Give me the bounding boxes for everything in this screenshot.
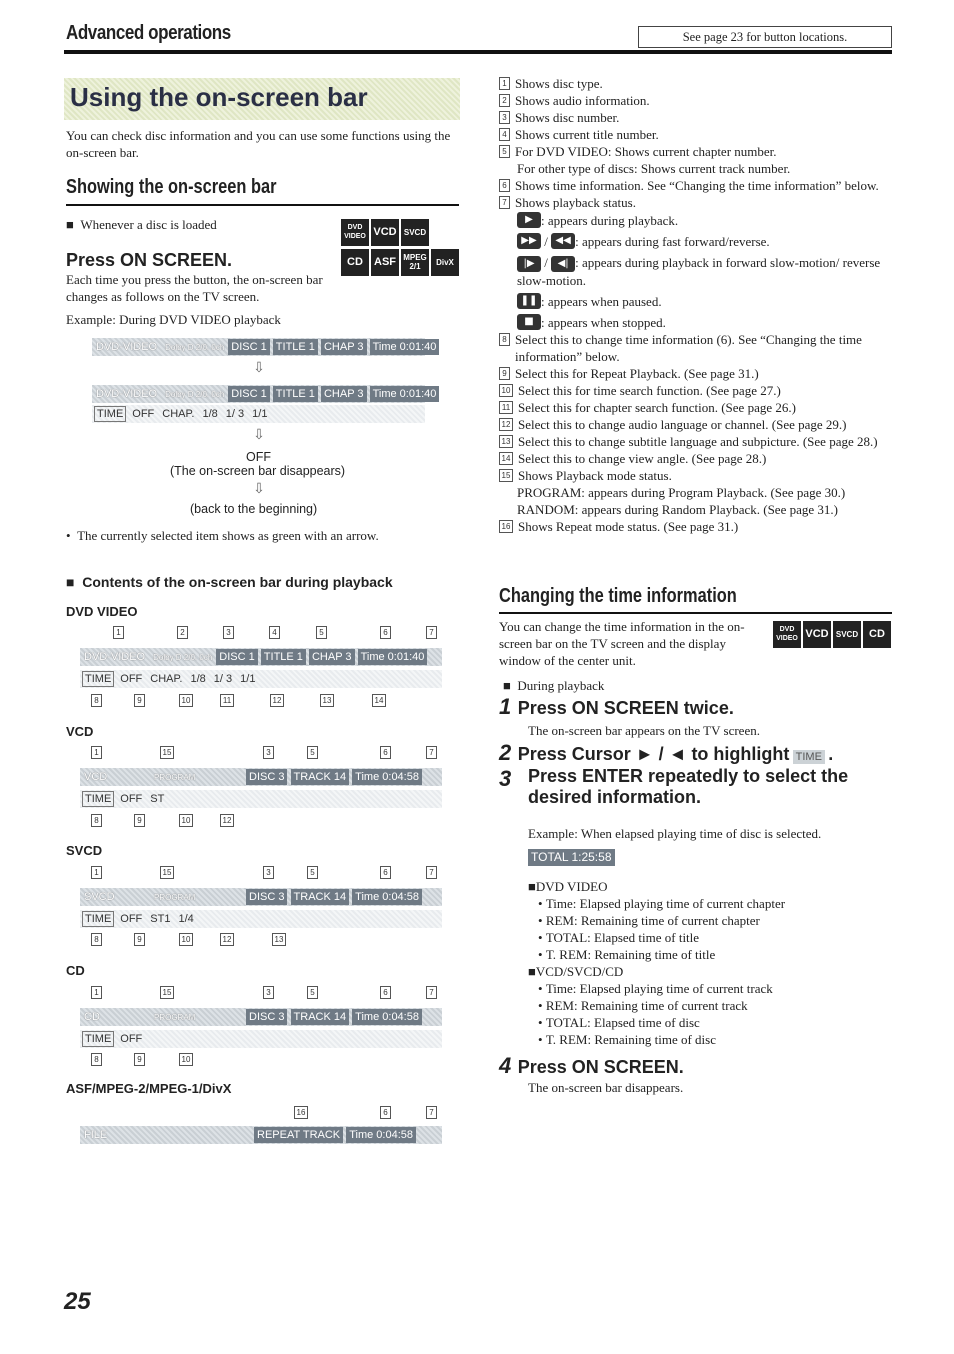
item-number: 14 [499, 452, 513, 465]
off-note: (The on-screen bar disappears) [170, 464, 346, 478]
during-playback-bullet: ■ During playback [503, 678, 605, 693]
bar-repeat: OFF [120, 793, 143, 805]
step-3-heading: Press ENTER repeatedly to select the desired information. [528, 766, 849, 807]
callout-3: 3 [263, 866, 274, 879]
item-text: Shows disc number. [515, 110, 620, 125]
bar-subtitle: 1/ 3 [213, 673, 233, 685]
bar-disc: DISC 1 [228, 386, 269, 402]
bar-time: Time 0:01:40 [370, 386, 440, 402]
list-item-text: REM: Remaining time of current track [545, 998, 748, 1013]
step-1-desc: The on-screen bar appears on the TV screen. [528, 723, 760, 738]
callout-8: 8 [91, 694, 102, 707]
divx-disc-icon: DivX [431, 249, 459, 276]
svcd-bottom-numbers [80, 933, 440, 949]
callout-8: 8 [91, 1053, 102, 1066]
list-item [499, 518, 891, 535]
step-number: 4 [499, 1053, 512, 1078]
callout-5: 5 [307, 866, 318, 879]
callout-15: 15 [160, 866, 174, 879]
vcd-bottom-numbers [80, 814, 440, 830]
list-item: • REM: Remaining time of current chapter [538, 913, 760, 928]
callout-8: 8 [91, 933, 102, 946]
bar-repeat: OFF [120, 913, 143, 925]
callout-7: 7 [426, 866, 437, 879]
bar-disc: DISC 3 [246, 1009, 287, 1025]
selected-note-text: The currently selected item shows as green with an arrow. [77, 528, 379, 543]
bar-program: PROGRAM [154, 1013, 196, 1022]
asf-label: ASF/MPEG-2/MPEG-1/DivX [66, 1081, 232, 1096]
item-text: Shows playback status. [515, 195, 636, 210]
list-item [499, 484, 891, 501]
bar-angle: 1/1 [252, 408, 268, 420]
example-bar-2-row2 [92, 405, 425, 423]
bar-angle: 1/1 [240, 673, 256, 685]
bar-disc-type: VCD [84, 771, 108, 783]
item-text: Select this to change view angle. (See page 28.) [518, 451, 767, 467]
bar-repeat: OFF [132, 408, 155, 420]
item-text: Shows audio information. [515, 93, 650, 108]
showing-heading: Showing the on-screen bar [66, 176, 277, 198]
dvd-top-numbers [80, 626, 440, 642]
dvd-video-disc-icon: DVD VIDEO [773, 621, 801, 648]
section-title: Advanced operations [66, 22, 231, 44]
callout-3: 3 [263, 986, 274, 999]
callout-7: 7 [426, 746, 437, 759]
callout-1: 1 [113, 626, 124, 639]
status-text: : appears during playback. [541, 213, 679, 228]
callout-10: 10 [179, 694, 193, 707]
bar-chapter: CHAP 3 [309, 649, 355, 665]
list-item: • T. REM: Remaining time of disc [538, 1032, 716, 1047]
item-number: 16 [499, 520, 513, 533]
list-item [499, 467, 891, 484]
step-1-heading: Press ON SCREEN twice. [517, 698, 734, 718]
callout-6: 6 [380, 986, 391, 999]
item-text: Select this to change subtitle language and subpicture. (See page 28.) [518, 434, 878, 450]
showing-rule [66, 204, 459, 206]
bar-audio: Dolby D 2/0. 0ch [165, 343, 225, 352]
vcd-label: VCD [66, 724, 94, 739]
play-icon: ▶ [517, 212, 541, 228]
item-number: 10 [499, 384, 513, 397]
off-label: OFF [246, 450, 271, 464]
press-onscreen-heading: Press ON SCREEN. [66, 250, 233, 270]
list-item [499, 416, 891, 433]
list-item [499, 177, 891, 194]
callout-5: 5 [316, 626, 327, 639]
callout-13: 13 [320, 694, 334, 707]
dvd-bar-row1 [80, 648, 442, 666]
example-bar-1 [92, 338, 437, 356]
svcd-bar-row1 [80, 888, 442, 906]
step-2: 2 Press Cursor ► / ◄ to highlight TIME . [499, 740, 834, 765]
callout-10: 10 [179, 1053, 193, 1066]
step-1 [499, 694, 734, 720]
item-text: Shows Repeat mode status. (See page 31.) [518, 519, 739, 535]
bar-time-button: TIME [94, 406, 126, 422]
bar-chapter-search: CHAP. [150, 673, 183, 685]
example-bar-2 [92, 385, 437, 403]
step-4 [499, 1053, 684, 1079]
item-number: 12 [499, 418, 513, 431]
callout-4: 4 [269, 626, 280, 639]
callout-1: 1 [91, 866, 102, 879]
file-top-numbers [80, 1106, 440, 1122]
intro-text: You can check disc information and you can use some functions using the on-screen bar. [66, 128, 451, 160]
bar-track: TRACK 14 [291, 889, 350, 905]
callout-10: 10 [179, 814, 193, 827]
bar-audio: Dolby D 2/0. 0ch [165, 390, 225, 399]
list-item-text: TOTAL: Elapsed time of title [545, 930, 700, 945]
list-item: • REM: Remaining time of current track [538, 998, 748, 1013]
cd-bar-row2 [80, 1030, 442, 1048]
contents-heading: ■ Contents of the on-screen bar during playback [66, 574, 393, 590]
header-rule [64, 50, 892, 54]
bar-disc-type: DVD-VIDEO [96, 341, 158, 353]
loaded-bullet-text: Whenever a disc is loaded [80, 217, 217, 232]
callout-8: 8 [91, 814, 102, 827]
dvd-video-disc-icon: DVD VIDEO [341, 219, 369, 246]
bar-time: Time 0:01:40 [370, 339, 440, 355]
item-number: 1 [499, 77, 510, 90]
asf-disc-icon: ASF [371, 249, 399, 276]
bar-time: Time 0:04:58 [352, 889, 422, 905]
press-desc: Each time you press the button, the on-screen bar changes as follows on the TV screen. [66, 272, 323, 304]
bar-title: TITLE 1 [273, 386, 318, 402]
callout-9: 9 [134, 694, 145, 707]
vcd-top-numbers [80, 746, 440, 762]
cd-disc-icon: CD [863, 621, 891, 648]
bar-audio-lang: ST [150, 793, 165, 805]
callout-6: 6 [380, 626, 391, 639]
callout-1: 1 [91, 746, 102, 759]
item-text: PROGRAM: appears during Program Playback. (See page 30.) [517, 485, 846, 501]
callout-6: 6 [380, 866, 391, 879]
item-text: Select this to change time information (6). See “Changing the time information” below. [515, 332, 862, 365]
bar-disc-type: DVD-VIDEO [96, 388, 158, 400]
bar-title: TITLE 1 [273, 339, 318, 355]
dvd-bar-row2 [80, 670, 442, 688]
down-arrow-icon: ⇩ [253, 428, 265, 443]
callout-14: 14 [372, 694, 386, 707]
step-number: 2 [499, 740, 512, 765]
bar-title: TITLE 1 [261, 649, 306, 665]
list-item [499, 143, 891, 160]
callout-10: 10 [179, 933, 193, 946]
list-item: • Time: Elapsed playing time of current track [538, 981, 773, 996]
item-number: 5 [499, 145, 510, 158]
item-text: Shows disc type. [515, 76, 603, 91]
status-line [499, 293, 891, 310]
list-item-text: Time: Elapsed playing time of current chapter [545, 896, 786, 911]
callout-9: 9 [134, 1053, 145, 1066]
item-number: 2 [499, 94, 510, 107]
bar-time-button: TIME [82, 911, 114, 927]
banner [64, 78, 460, 120]
list-item [499, 501, 891, 518]
fast-reverse-icon: ◀◀ [551, 233, 575, 249]
callout-12: 12 [270, 694, 284, 707]
item-number: 6 [499, 179, 510, 192]
mpeg-disc-icon: MPEG 2/1 [401, 249, 429, 276]
item-text: Shows current title number. [515, 127, 659, 142]
svcd-label: SVCD [66, 843, 103, 858]
changing-desc: You can change the time information in the on-screen bar on the TV screen and the display window of the center unit. [499, 619, 745, 668]
loaded-bullet: ■ Whenever a disc is loaded [66, 217, 217, 232]
item-text: Shows time information. See “Changing the time information” below. [515, 178, 879, 193]
item-number: 7 [499, 196, 510, 209]
bar-program: PROGRAM [154, 773, 196, 782]
bar-audio-lang: 1/8 [202, 408, 218, 420]
bar-track: TRACK 14 [291, 769, 350, 785]
vcd-bar-row1 [80, 768, 442, 786]
fast-forward-icon: ▶▶ [517, 233, 541, 249]
dvd-time-list [528, 878, 888, 1048]
list-item [499, 450, 891, 467]
step-number: 3 [499, 766, 512, 791]
bar-time-button: TIME [82, 791, 114, 807]
bar-repeat-mode: REPEAT TRACK [254, 1127, 343, 1143]
example-text: Example: During DVD VIDEO playback [66, 312, 281, 327]
banner-title: Using the on-screen bar [70, 82, 368, 112]
back-note: (back to the beginning) [190, 502, 318, 516]
item-number: 3 [499, 111, 510, 124]
down-arrow-icon: ⇩ [253, 482, 265, 497]
list-item [499, 126, 891, 143]
cd-bar-row1 [80, 1008, 442, 1026]
bar-chapter: CHAP 3 [321, 386, 367, 402]
bar-subtitle: 1/ 3 [225, 408, 245, 420]
list-item: • TOTAL: Elapsed time of disc [538, 1015, 700, 1030]
item-number: 8 [499, 333, 510, 346]
list-item [499, 365, 891, 382]
list-item: • Time: Elapsed playing time of current chapter [538, 896, 786, 911]
list-item [499, 382, 891, 399]
callout-7: 7 [426, 986, 437, 999]
page-reference-box: See page 23 for button locations. [638, 26, 892, 48]
bar-audio-lang: ST1 [150, 913, 171, 925]
callout-3: 3 [263, 746, 274, 759]
callout-15: 15 [160, 986, 174, 999]
callout-9: 9 [134, 814, 145, 827]
slow-forward-icon: |▶ [517, 256, 541, 272]
cd-disc-icon: CD [341, 249, 369, 276]
callout-2: 2 [177, 626, 188, 639]
changing-heading: Changing the time information [499, 585, 737, 607]
bar-program: PROGRAM [154, 893, 196, 902]
bar-track: TRACK 14 [291, 1009, 350, 1025]
bar-audio-lang: 1/8 [190, 673, 206, 685]
dvd-video-label: DVD VIDEO [66, 604, 138, 619]
status-line: |▶ / ◀| : appears during playback in forward slow-motion/ reverse slow-motion. [517, 255, 881, 289]
list-item [499, 109, 891, 126]
callout-9: 9 [134, 933, 145, 946]
list-item [499, 194, 891, 211]
down-arrow-icon: ⇩ [253, 361, 265, 376]
stop-icon: ■ [517, 314, 541, 330]
callout-7: 7 [426, 626, 437, 639]
list-item-text: REM: Remaining time of current chapter [545, 913, 760, 928]
vcd-disc-icon: VCD [803, 621, 831, 648]
callout-15: 15 [160, 746, 174, 759]
callout-7: 7 [426, 1106, 437, 1119]
vcd-bar-row2 [80, 790, 442, 808]
cd-bottom-numbers [80, 1053, 440, 1069]
status-line [499, 212, 891, 229]
item-text: Shows Playback mode status. [518, 468, 672, 484]
page-number: 25 [64, 1288, 91, 1315]
callout-3: 3 [223, 626, 234, 639]
callout-12: 12 [220, 933, 234, 946]
item-text: Select this to change audio language or channel. (See page 29.) [518, 417, 847, 433]
list-item [499, 75, 891, 92]
contents-heading-text: Contents of the on-screen bar during playback [82, 574, 393, 590]
callout-descriptions [499, 75, 891, 535]
pause-icon: ❚❚ [517, 293, 541, 309]
bar-repeat: OFF [120, 1033, 143, 1045]
item-number: 11 [499, 401, 513, 414]
list-item [499, 160, 891, 177]
selected-note: • The currently selected item shows as green with an arrow. [66, 528, 379, 543]
status-text: : appears during playback in forward slow-motion/ reverse slow-motion. [517, 255, 881, 289]
bar-audio: Dolby D 2/0. 0ch [153, 653, 213, 662]
callout-5: 5 [307, 986, 318, 999]
status-line: ▶▶ / ◀◀ : appears during fast forward/reverse. [499, 233, 891, 250]
changing-disc-icons [773, 621, 893, 648]
list-item [499, 399, 891, 416]
item-number: 15 [499, 469, 513, 482]
status-line [499, 314, 891, 331]
bar-disc: DISC 1 [228, 339, 269, 355]
bar-time: Time 0:04:58 [352, 769, 422, 785]
svcd-bar-row2 [80, 910, 442, 928]
list-heading-text: VCD/SVCD/CD [535, 964, 624, 979]
cd-top-numbers [80, 986, 440, 1002]
callout-13: 13 [272, 933, 286, 946]
disc-icons-bottom [341, 249, 461, 276]
bar-time: Time 0:01:40 [358, 649, 428, 665]
item-text: For DVD VIDEO: Shows current chapter number. [515, 144, 777, 159]
vcd-disc-icon: VCD [371, 219, 399, 246]
svcd-disc-icon: SVCD [833, 621, 861, 648]
bar-disc-type: FILE [84, 1129, 108, 1141]
callout-6: 6 [380, 1106, 391, 1119]
list-item: • T. REM: Remaining time of title [538, 947, 716, 962]
item-text: Select this for chapter search function. (See page 26.) [518, 400, 796, 416]
item-text: Select this for time search function. (See page 27.) [518, 383, 781, 399]
disc-icons-top [341, 219, 461, 246]
bar-time: Time 0:04:58 [346, 1127, 416, 1143]
item-text: Select this for Repeat Playback. (See page 31.) [515, 366, 759, 382]
callout-12: 12 [220, 814, 234, 827]
item-number: 13 [499, 435, 513, 448]
during-playback-text: During playback [517, 678, 605, 693]
bar-time-button: TIME [82, 671, 114, 687]
callout-5: 5 [307, 746, 318, 759]
list-heading: ■VCD/SVCD/CD [528, 964, 624, 979]
cd-label: CD [66, 963, 85, 978]
status-text: : appears when paused. [541, 294, 662, 310]
list-item-text: T. REM: Remaining time of title [545, 947, 716, 962]
list-item: • TOTAL: Elapsed time of title [538, 930, 700, 945]
status-text: : appears during fast forward/reverse. [575, 234, 770, 249]
step-4-desc: The on-screen bar disappears. [528, 1080, 684, 1095]
step-4-heading: Press ON SCREEN. [517, 1057, 684, 1077]
item-text: For other type of discs: Shows current track number. [517, 161, 791, 176]
list-item-text: Time: Elapsed playing time of current track [545, 981, 773, 996]
callout-16: 16 [294, 1106, 308, 1119]
item-number: 9 [499, 367, 510, 380]
svcd-top-numbers [80, 866, 440, 882]
status-text: : appears when stopped. [541, 315, 666, 331]
bar-repeat: OFF [120, 673, 143, 685]
list-item-text: T. REM: Remaining time of disc [545, 1032, 716, 1047]
step-number: 1 [499, 694, 512, 719]
bar-disc: DISC 3 [246, 889, 287, 905]
callout-1: 1 [91, 986, 102, 999]
list-item [499, 433, 891, 450]
svcd-disc-icon: SVCD [401, 219, 429, 246]
item-number: 4 [499, 128, 510, 141]
bar-chapter-search: CHAP. [162, 408, 195, 420]
list-item-text: TOTAL: Elapsed time of disc [545, 1015, 700, 1030]
step-3 [499, 766, 889, 808]
total-time-display: TOTAL 1:25:58 [528, 849, 615, 866]
bar-subtitle: 1/4 [178, 913, 194, 925]
bar-disc: DISC 1 [216, 649, 257, 665]
callout-6: 6 [380, 746, 391, 759]
bar-time: Time 0:04:58 [352, 1009, 422, 1025]
dvd-bottom-numbers [80, 694, 440, 710]
bar-disc-type: DVD-VIDEO [84, 651, 146, 663]
list-heading: ■DVD VIDEO [528, 879, 608, 894]
list-item [499, 92, 891, 109]
slow-reverse-icon: ◀| [551, 256, 575, 272]
file-bar-row1 [80, 1126, 442, 1144]
list-item [499, 331, 891, 365]
bar-disc: DISC 3 [246, 769, 287, 785]
bar-chapter: CHAP 3 [321, 339, 367, 355]
step-2-heading: Press Cursor ► / ◄ to highlight [517, 744, 790, 764]
item-text: RANDOM: appears during Random Playback. (See page 31.) [517, 502, 838, 518]
changing-rule [499, 612, 892, 614]
callout-11: 11 [220, 694, 234, 707]
example-elapsed: Example: When elapsed playing time of disc is selected. [528, 826, 822, 841]
list-heading-text: DVD VIDEO [535, 879, 608, 894]
bar-disc-type: SVCD [84, 891, 115, 903]
bar-time-button: TIME [82, 1031, 114, 1047]
time-chip: TIME [793, 750, 825, 764]
bar-disc-type: CD [84, 1011, 100, 1023]
